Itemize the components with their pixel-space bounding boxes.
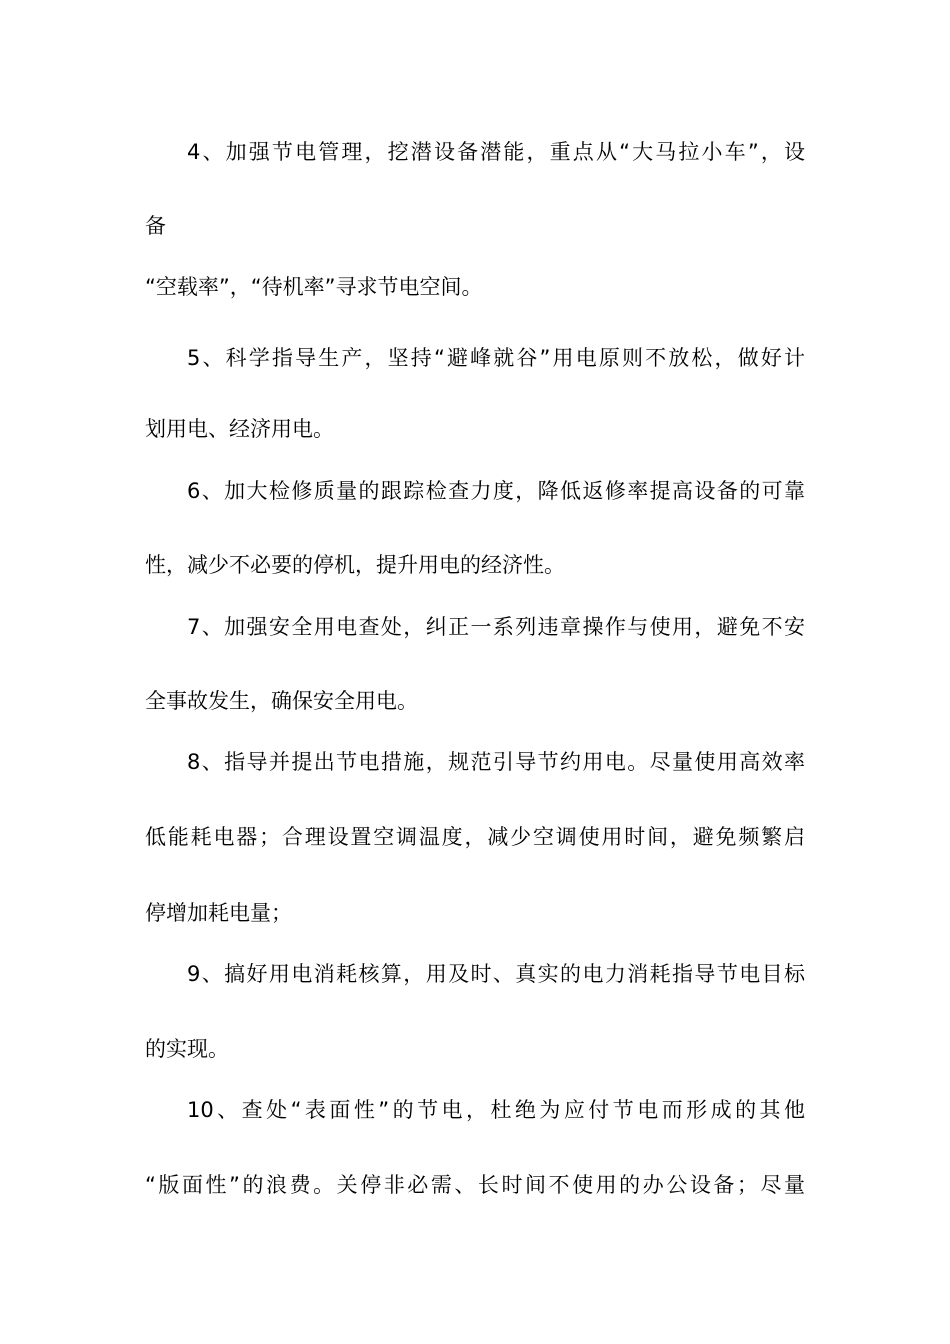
paragraph-8-line-3: 停增加耗电量； (145, 901, 292, 925)
paragraph-6-line-2: 性，减少不必要的停机，提升用电的经济性。 (145, 553, 565, 577)
paragraph-7-line-2: 全事故发生，确保安全用电。 (145, 689, 418, 713)
paragraph-6-line-1: 6、加大检修质量的跟踪检查力度，降低返修率提高设备的可靠 (187, 479, 805, 503)
paragraph-10-line-1: 10、查处“表面性”的节电，杜绝为应付节电而形成的其他 (187, 1098, 805, 1122)
paragraph-4-line-1: 4、加强节电管理，挖潜设备潜能，重点从“大马拉小车”，设 (187, 140, 805, 164)
paragraph-9-line-1: 9、搞好用电消耗核算，用及时、真实的电力消耗指导节电目标 (187, 962, 805, 986)
paragraph-9-line-2: 的实现。 (145, 1037, 229, 1061)
paragraph-5-line-2: 划用电、经济用电。 (145, 417, 334, 441)
paragraph-8-line-2: 低能耗电器；合理设置空调温度，减少空调使用时间，避免频繁启 (145, 825, 805, 849)
paragraph-10-line-2: “版面性”的浪费。关停非必需、长时间不使用的办公设备；尽量 (145, 1173, 805, 1197)
paragraph-5-line-1: 5、科学指导生产，坚持“避峰就谷”用电原则不放松，做好计 (187, 346, 805, 370)
paragraph-4-line-2: 备 (145, 214, 166, 238)
paragraph-8-line-1: 8、指导并提出节电措施，规范引导节约用电。尽量使用高效率 (187, 750, 805, 774)
paragraph-7-line-1: 7、加强安全用电查处，纠正一系列违章操作与使用，避免不安 (187, 615, 805, 639)
paragraph-4-line-3: “空载率”，“待机率”寻求节电空间。 (145, 275, 483, 299)
